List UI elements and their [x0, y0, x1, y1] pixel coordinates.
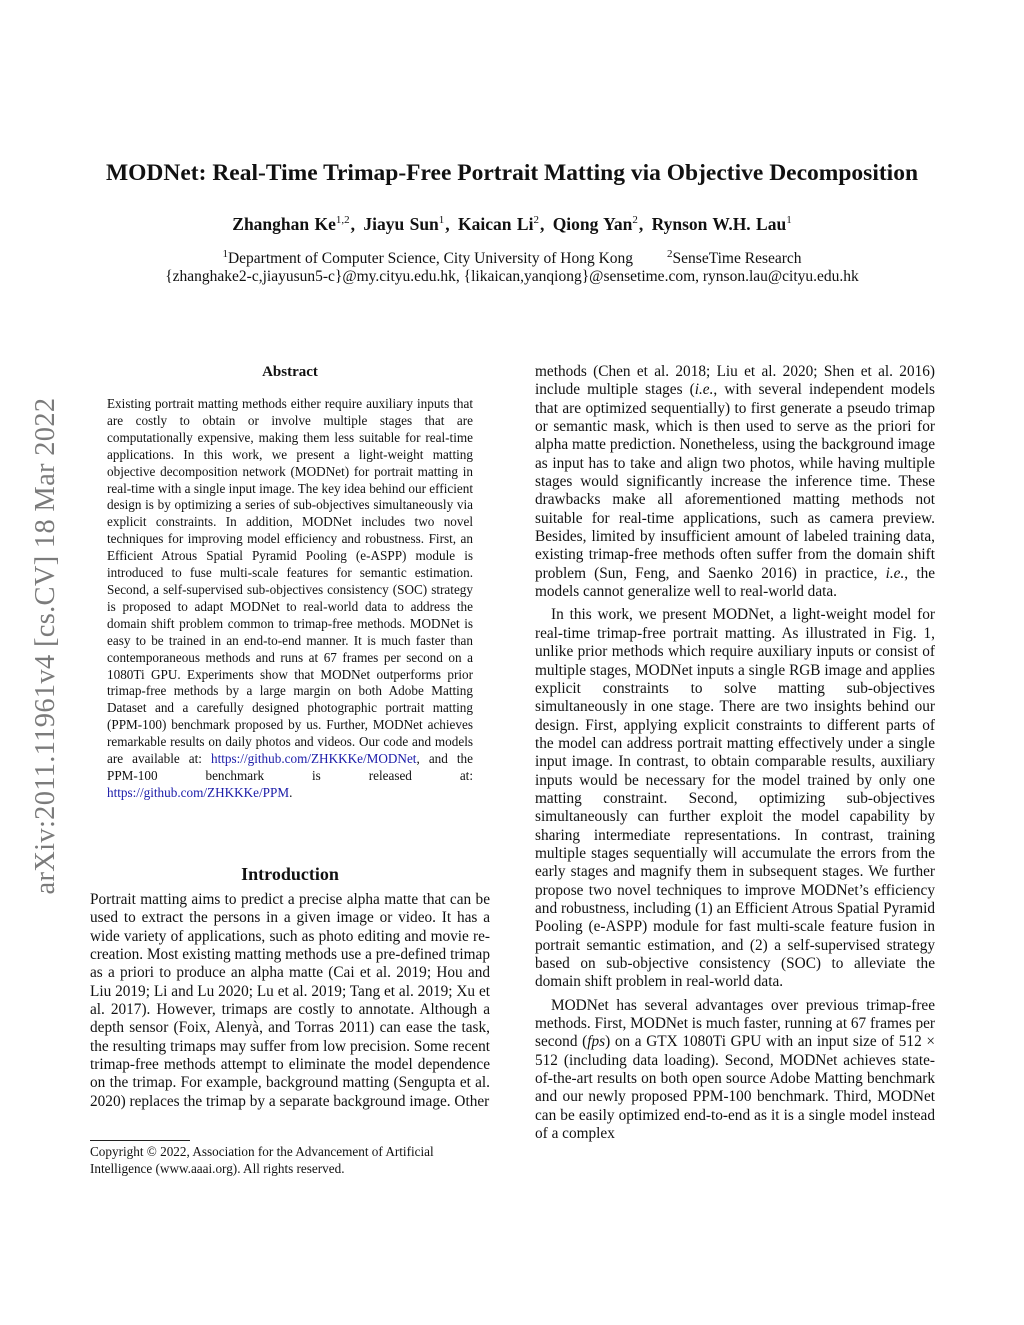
arxiv-stamp-text: arXiv:2011.11961v4 [cs.CV] 18 Mar 2022	[30, 397, 61, 895]
abstract-body	[107, 396, 473, 802]
abstract-text-end: .	[289, 784, 293, 800]
italic-text: i.e.	[885, 564, 905, 582]
arxiv-side-stamp	[30, 350, 61, 942]
author-emails: {zhanghake2-c,jiayusun5-c}@my.cityu.edu.hk, {likaican,yanqiong}@sensetime.com, rynson.lau@cityu.edu.hk	[165, 268, 859, 285]
ppm-repo-link[interactable]: https://github.com/ZHKKKe/PPM	[107, 784, 290, 800]
paper-title: MODNet: Real-Time Trimap-Free Portrait Matting via Objective Decomposition	[105, 160, 919, 186]
abstract-text-mid: , and the PPM-100 benchmark is released at:	[107, 751, 474, 783]
footnote-rule	[90, 1140, 190, 1141]
author-affiliation-mark: 2	[533, 214, 539, 227]
author-name: Zhanghan Ke	[232, 214, 336, 234]
affiliation-sensetime: SenseTime Research	[672, 250, 802, 268]
paragraph-text: , with several independent models that are optimized sequentially) to first generate a pseudo trimap or semantic mask, which is then used to serve as the priori for alpha matte prediction. Nonetheless, using the background image as input has to take and align two photos, while having multiple stages would significantly increase the inference time. These drawbacks make all aforementioned matting methods not suitable for real-time applications, such as camera preview. Besides, limited by insufficient amount of labeled training data, existing trimap-free methods often suffer from the domain shift problem (Sun, Feng, and Saenko 2016) in practice,	[535, 381, 935, 582]
paragraph-text: MODNet has several advantages over previous trimap-free methods. First, MODNet is much faster, running at 67 frames per second (	[535, 996, 936, 1051]
author-name: Rynson W.H. Lau	[651, 214, 787, 234]
introduction-paragraph: In this work, we present MODNet, a light-weight model for real-time trimap-free portrait matting. As illustrated in Fig. 1, unlike prior methods which require auxiliary inputs or consist of multiple stages, MODNet inputs a single RGB image and applies explicit constraints to solve matting sub-objectives simultaneously in one stage. There are two insights behind our design. First, applying explicit constraints to different parts of the model can address portrait matting effectively under a single input image. In contrast, to obtain comparable results, auxiliary inputs would be necessary for the model trained by only one matting constraint. Second, optimizing sub-objectives simultaneously can further exploit the model capability by sharing intermediate representations. In contrast, training multiple stages sequentially will accumulate the errors from the early stages and magnify them in subsequent stages. We further propose two novel techniques to improve MODNet’s efficiency and robustness, including (1) an Efficient Atrous Spatial Pyramid Pooling (e-ASPP) module for fast multi-scale feature fusion in portrait semantic estimation, and (2) a self-supervised strategy based on sub-objective consistency (SOC) to alleviate the domain shift problem in real-world data.	[535, 606, 935, 991]
author-affiliation-mark: 1,2	[335, 214, 350, 227]
author-list: Zhanghan Ke$^{1,2}$, Jiayu Sun$^1$, Kaican Li$^2$, Qiong Yan$^2$, Rynson W.H. Lau$^1$	[232, 214, 792, 234]
introduction-paragraph	[535, 997, 935, 1144]
paragraph-text: methods (Chen et al. 2018; Liu et al. 2020; Shen et al. 2016) include multiple stages (	[535, 363, 935, 399]
abstract-text: Existing portrait matting methods either require auxiliary inputs that are costly to obtain or involve multiple stages that are computationally expensive, making them less suitable for real-time applications. In this work, we present a light-weight matting objective decomposition network (MODNet) for portrait matting in real-time with a single input image. The key idea behind our efficient design is by optimizing a series of sub-objectives simultaneously via explicit constraints. In addition, MODNet includes two novel techniques for improving model efficiency and robustness. First, an Efficient Atrous Spatial Pyramid Pooling (e-ASPP) module is introduced to fuse multi-scale features for semantic estimation. Second, a self-supervised sub-objectives consistency (SOC) strategy is proposed to adapt MODNet to real-world data to address the domain shift problem common to trimap-free methods. MODNet is easy to be trained in an end-to-end manner. It is much faster than contemporaneous methods and runs at 67 frames per second on a 1080Ti GPU. Experiments show that MODNet outperforms prior trimap-free methods by a large margin on both Adobe Matting Dataset and a carefully designed photographic portrait matting (PPM-100) benchmark proposed by us. Further, MODNet achieves remarkable results on daily photos and videos. Our code and models are available at:	[107, 396, 473, 767]
author-affiliation-mark: 1	[786, 214, 792, 227]
copyright-footnote: Copyright © 2022, Association for the Advancement of Artificial Intelligence (www.aaai.org). All rights reserved.	[90, 1144, 434, 1176]
italic-text: i.e.	[694, 381, 714, 399]
abstract-heading: Abstract	[262, 364, 318, 380]
author-name: Kaican Li	[458, 214, 534, 234]
introduction-heading: Introduction	[241, 864, 339, 884]
affiliation-mark: 2	[667, 248, 673, 260]
author-name: Jiayu Sun	[363, 214, 439, 234]
introduction-paragraph	[535, 363, 935, 601]
author-affiliation-mark: 2	[632, 214, 638, 227]
paragraph-text: , the models cannot generalize well to real-world data.	[535, 564, 936, 601]
affiliation-cityu: Department of Computer Science, City University of Hong Kong	[227, 250, 634, 268]
italic-text: fps	[587, 1033, 606, 1051]
modnet-repo-link[interactable]: https://github.com/ZHKKKe/MODNet	[210, 751, 417, 767]
paragraph-text: ) on a GTX 1080Ti GPU with an input size of 512 × 512 (including data loading). Second, MODNet achieves state-of-the-art results on both open source Adobe Matting benchmark and our newly proposed PPM-100 benchmark. Third, MODNet can be easily optimized end-to-end as it is a single model instead of a complex	[535, 1033, 935, 1143]
author-affiliation-mark: 1	[438, 214, 445, 227]
introduction-left-paragraph: Portrait matting aims to predict a precise alpha matte that can be used to extract the persons in a given image or video. It has a wide variety of applications, such as photo editing and movie re-creation. Most existing matting methods use a pre-defined trimap as a priori to produce an alpha matte (Cai et al. 2019; Hou and Liu 2019; Li and Lu 2020; Lu et al. 2019; Tang et al. 2019; Xu et al. 2017). However, trimaps are costly to annotate. Although a depth sensor (Foix, Alenyà, and Torras 2011) can ease the task, the resulting trimaps may suffer from low precision. Some recent trimap-free methods attempt to eliminate the model dependence on the trimap. For example, background matting (Sengupta et al. 2020) replaces the trimap by a separate background image. Other	[90, 891, 490, 1110]
author-name: Qiong Yan	[552, 214, 633, 234]
right-column	[535, 363, 935, 1148]
affiliation-mark: 1	[222, 248, 228, 260]
affiliations	[60, 248, 964, 268]
